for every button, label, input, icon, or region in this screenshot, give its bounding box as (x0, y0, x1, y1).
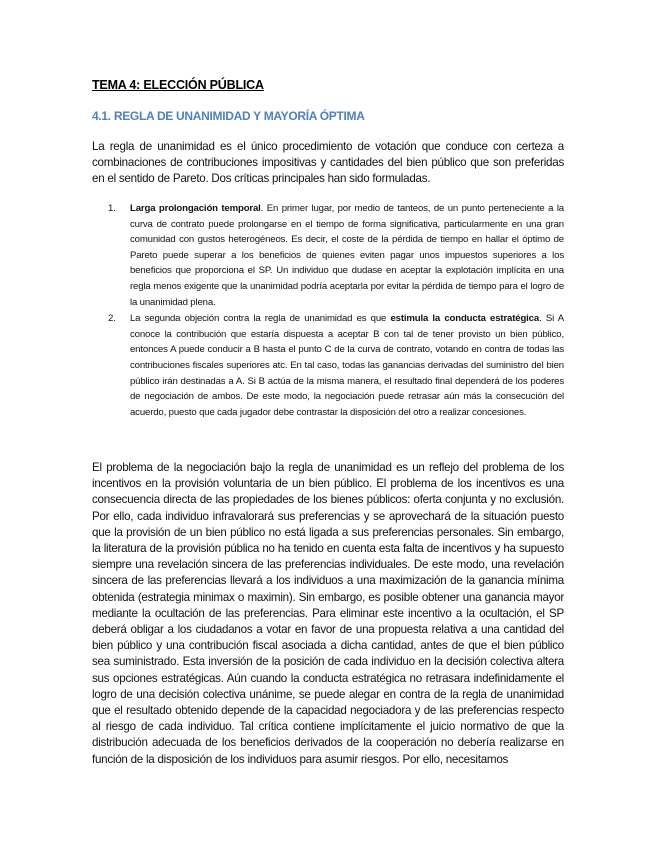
list-item-strong: Larga prolongación temporal (130, 203, 261, 214)
list-item (108, 311, 564, 420)
list-item-text-before: La segunda objeción contra la regla de unanimidad es que (130, 313, 391, 325)
list-item-text: . Si A conoce la contribución que estaría dispuesta a aceptar B con tal de tener provisto un bien público, entonces A puede conducir a B hasta el punto C de la curva de contrato, votando en contra de todas las contribuciones fiscales superiores atc. En tal caso, todas las ganancias derivadas del suministro del bien público irán destinadas a A. Si B actúa de la misma manera, el resultado final dependerá de los poderes de negociación de ambos. De este modo, la negociación puede retrasar aún más la consecución del acuerdo, puesto que cada jugador debe contrastar la disposición del otro a realizar concesiones. (130, 313, 565, 418)
criticism-list (108, 201, 564, 421)
page-title: TEMA 4: ELECCIÓN PÚBLICA (92, 78, 264, 92)
list-item-strong: estimula la conducta estratégica (390, 313, 540, 325)
section-title: 4.1. REGLA DE UNANIMIDAD Y MAYORÍA ÓPTIMA (92, 109, 365, 123)
body-paragraph: El problema de la negociación bajo la regla de unanimidad es un reflejo del problema de los incentivos en la provisión voluntaria de un bien público. El problema de los incentivos es una consecuencia directa de las propiedades de los bienes públicos: oferta conjunta y no exclusión. Por ello, cada individuo infravalorará sus preferencias y se aprovechará de la situación puesto que la provisión de un bien público no está ligada a sus preferencias personales. Sin embargo, la literatura de la provisión pública no ha tenido en cuenta esta falta de incentivos y ha supuesto siempre una revelación sincera de las preferencias individuales. De este modo, una revelación sincera de las preferencias llevará a los individuos a una maximización de la ganancia mínima obtenida (estrategia minimax o maximin). Sin embargo, es posible obtener una ganancia mayor mediante la ocultación de las preferencias. Para eliminar este incentivo a la ocultación, el SP deberá obligar a los ciudadanos a votar en favor de una propuesta relativa a una cantidad del bien público y una contribución fiscal asociada a dicha cantidad, antes de que el bien público sea suministrado. Esta inversión de la posición de cada individuo en la decisión colectiva altera sus opciones estratégicas. Aún cuando la conducta estratégica no retrasara indefinidamente el logro de una decisión colectiva unánime, se puede alegar en contra de la regla de unanimidad que el resultado obtenido depende de la capacidad negociadora y de las preferencias respecto al riesgo de cada individuo. Tal crítica contiene implícitamente el juicio normativo de que la distribución adecuada de los beneficios derivados de la cooperación no debería realizarse en función de la disposición de los individuos para asumir riesgos. Por ello, necesitamos (92, 461, 564, 766)
list-item-number: 1. (108, 203, 116, 214)
list-item (108, 201, 564, 310)
intro-paragraph: La regla de unanimidad es el único procedimiento de votación que conduce con certeza a combinaciones de contribuciones impositivas y cantidades del bien público que son preferidas en el sentido de Pareto. Dos críticas principales han sido formuladas. (92, 140, 564, 186)
list-item-number: 2. (108, 313, 116, 325)
list-item-text: . En primer lugar, por medio de tanteos, de un punto perteneciente a la curva de contrato puede prolongarse en el tiempo de forma significativa, particularmente en una gran comunidad con gustos heterogéneos. Es decir, el coste de la pérdida de tiempo en hallar el óptimo de Pareto puede superar a los beneficios de quienes eviten pagar unos impuestos superiores a los beneficios que proporciona el SP. Un individuo que dudase en aceptar la explotación implícita en una regla menos exigente que la unanimidad podría aceptarla por evitar la pérdida de tiempo para el logro de la unanimidad plena. (130, 203, 564, 308)
